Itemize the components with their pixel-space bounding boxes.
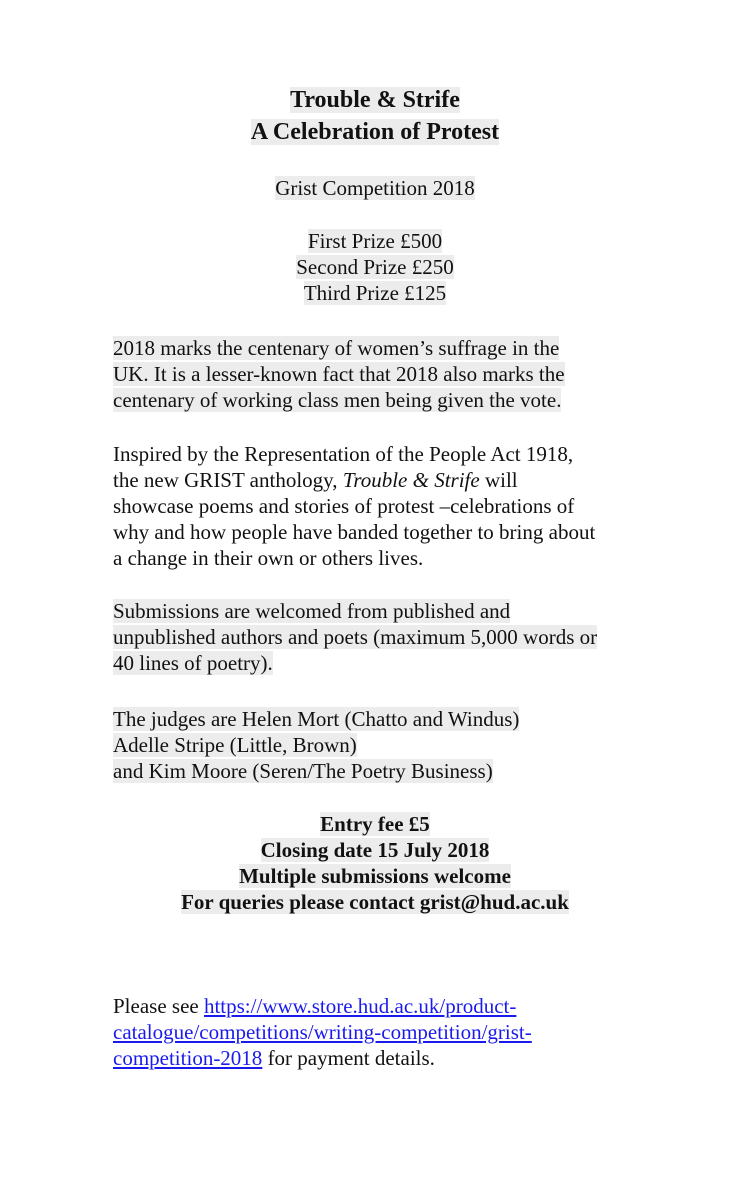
title-text-1: Trouble & Strife [290,87,460,113]
prize-second-text: Second Prize £250 [296,255,454,279]
inspired-text-4: why and how people have banded together to bring about [113,520,596,544]
inspired-text-2-post: will [479,468,518,492]
submissions-text-3: 40 lines of poetry). [113,651,273,675]
inspired-text-2-pre: the new GRIST anthology, [113,468,343,492]
submissions-text-1: Submissions are welcomed from published and [113,599,511,623]
judges-text-2: Adelle Stripe (Little, Brown) [113,733,357,757]
inspired-line-3 [113,493,574,519]
payment-link-part-1[interactable]: https://www.store.hud.ac.uk/product- [203,994,517,1018]
payment-line-2 [113,1019,532,1045]
payment-line-3 [113,1045,435,1071]
anthology-title: Trouble & Strife [342,468,480,492]
queries-contact-text: For queries please contact grist@hud.ac.uk [181,890,569,914]
entry-fee-text: Entry fee £5 [320,812,430,836]
intro-text-2: UK. It is a lesser-known fact that 2018 also marks the [113,362,565,386]
submissions-text-2: unpublished authors and poets (maximum 5,000 words or [113,625,598,649]
subtitle-text: Grist Competition 2018 [275,176,475,200]
submissions-line-3 [113,650,273,676]
intro-line-2 [113,361,565,387]
closing-date [0,837,750,863]
payment-post-text: for payment details. [262,1046,435,1070]
inspired-text-3: showcase poems and stories of protest –celebrations of [113,494,575,518]
inspired-line-2 [113,467,518,493]
prize-first [0,228,750,254]
intro-text-1: 2018 marks the centenary of women’s suffrage in the [113,336,560,360]
inspired-text-5: a change in their own or others lives. [113,546,424,570]
inspired-line-4 [113,519,595,545]
title-line-2 [0,116,750,148]
queries-contact [0,889,750,915]
prize-second [0,254,750,280]
prize-third [0,280,750,306]
multiple-submissions-text: Multiple submissions welcome [239,864,511,888]
judges-text-3: and Kim Moore (Seren/The Poetry Business) [113,759,493,783]
inspired-line-1 [113,441,573,467]
inspired-text-1: Inspired by the Representation of the People Act 1918, [113,442,574,466]
closing-date-text: Closing date 15 July 2018 [260,838,490,862]
judges-line-1 [113,706,519,732]
judges-text-1: The judges are Helen Mort (Chatto and Windus) [113,707,520,731]
intro-text-3: centenary of working class men being given the vote. [113,388,562,412]
title-text-2: A Celebration of Protest [250,119,500,145]
intro-line-1 [113,335,559,361]
payment-pre-text: Please see [113,994,204,1018]
intro-line-3 [113,387,561,413]
title-line-1 [0,84,750,116]
payment-link-part-2[interactable]: catalogue/competitions/writing-competition/grist- [113,1020,532,1044]
prize-first-text: First Prize £500 [307,229,443,253]
payment-link-part-3[interactable]: competition-2018 [113,1046,263,1070]
prize-third-text: Third Prize £125 [303,281,447,305]
inspired-line-5 [113,545,423,571]
payment-line-1 [113,993,516,1019]
subtitle [0,175,750,201]
multiple-submissions [0,863,750,889]
judges-line-2 [113,732,357,758]
submissions-line-1 [113,598,510,624]
judges-line-3 [113,758,493,784]
entry-fee [0,811,750,837]
submissions-line-2 [113,624,597,650]
